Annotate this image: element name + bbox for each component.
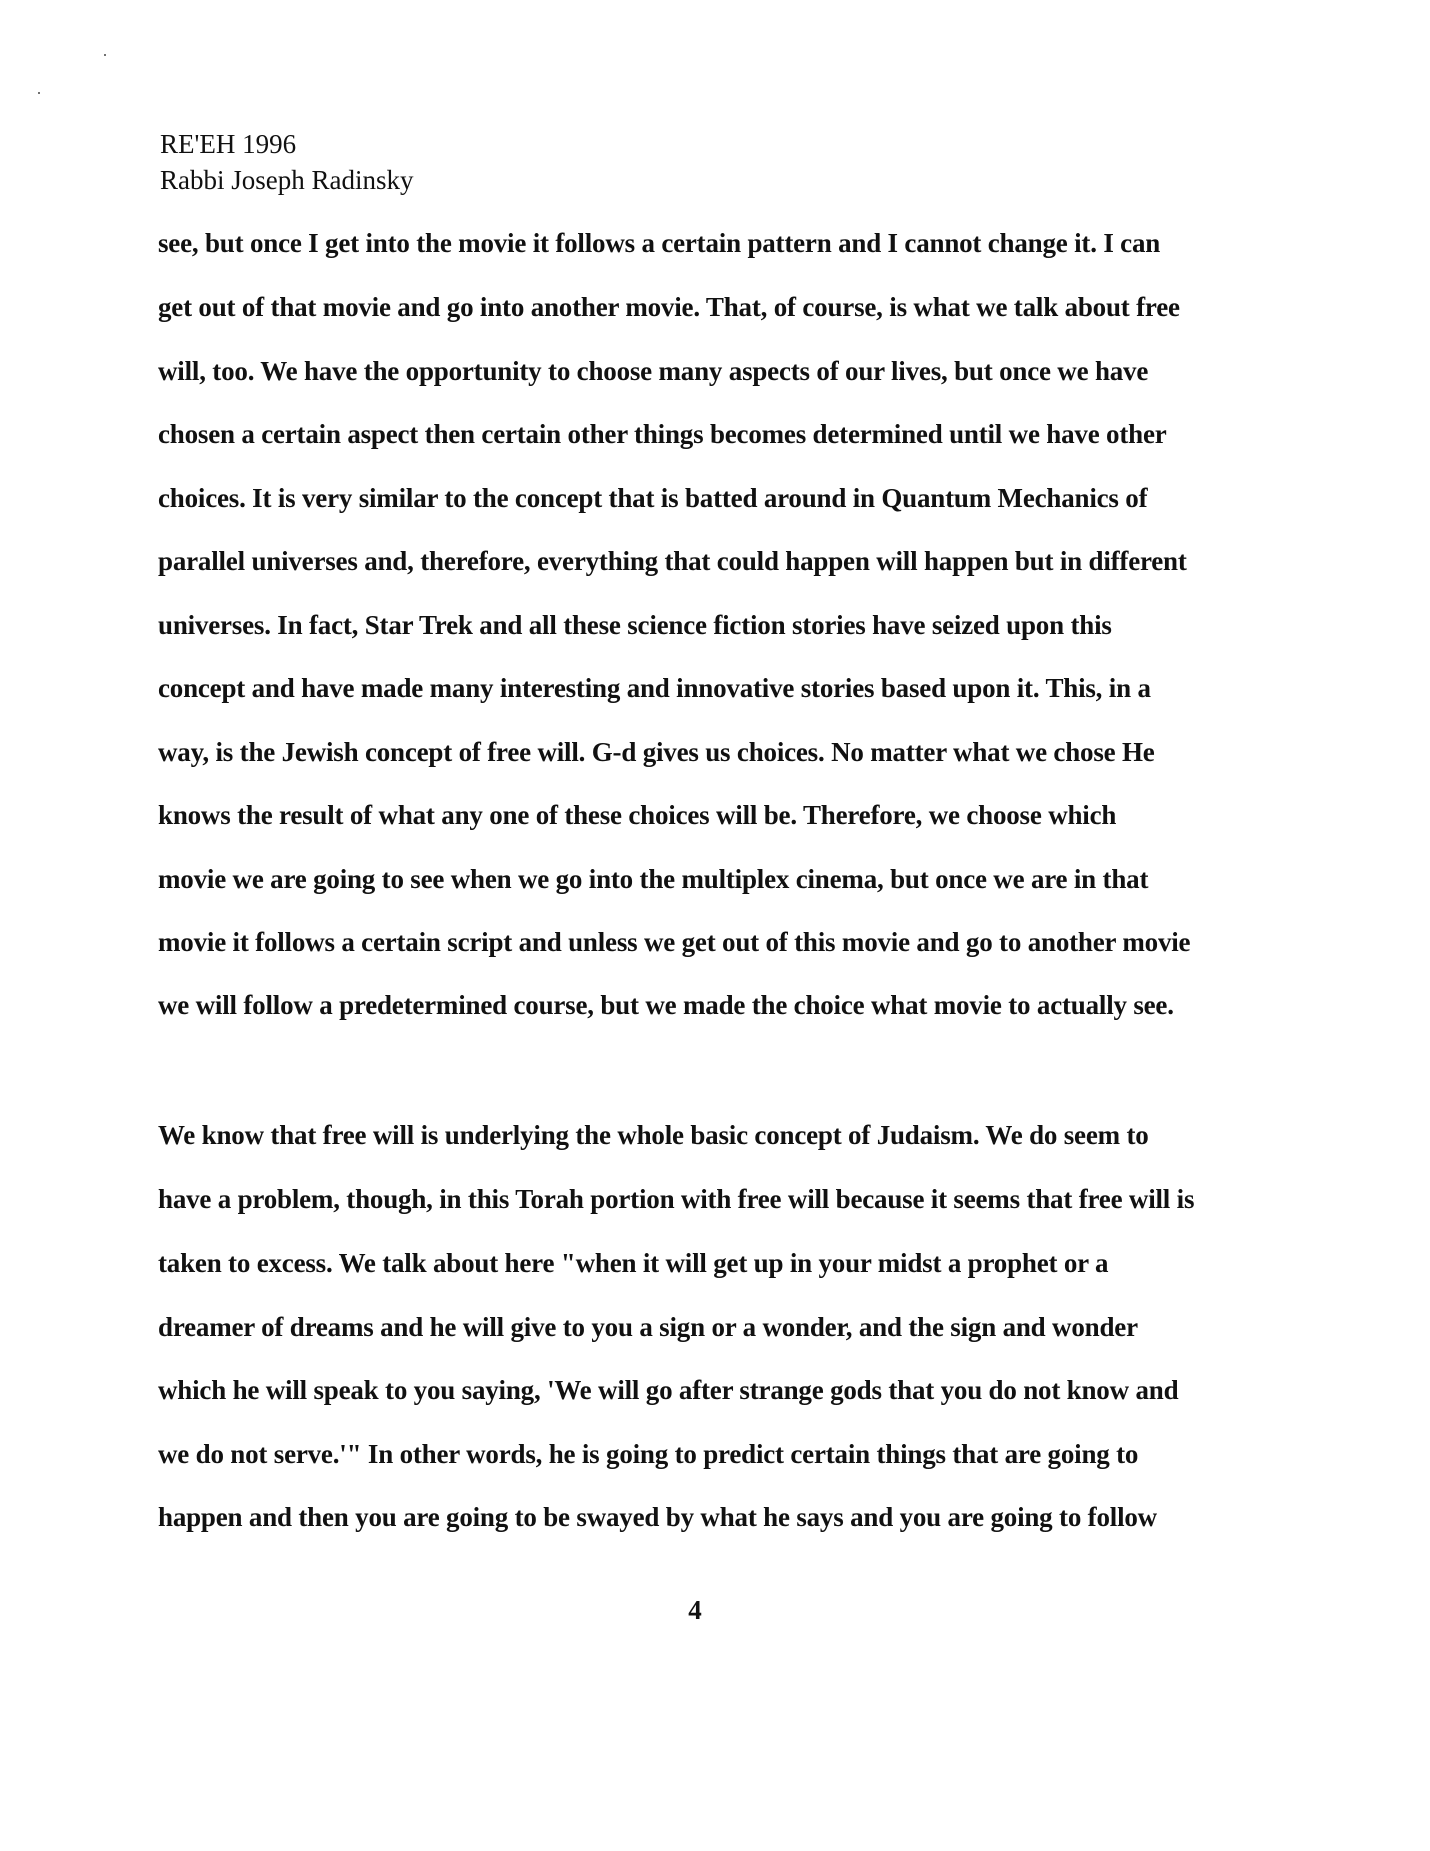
text-line: will, too. We have the opportunity to choose many aspects of our lives, but once we have — [158, 356, 1149, 386]
text-line: see, but once I get into the movie it follows a certain pattern and I cannot change it. I can — [158, 228, 1161, 258]
text-line: knows the result of what any one of these choices will be. Therefore, we choose which — [158, 800, 1117, 830]
document-header — [160, 126, 414, 198]
text-line: concept and have made many interesting and innovative stories based upon it. This, in a — [158, 673, 1151, 703]
text-line: way, is the Jewish concept of free will. G-d gives us choices. No matter what we chose He — [158, 737, 1155, 767]
text-line: which he will speak to you saying, 'We will go after strange gods that you do not know and — [158, 1375, 1179, 1405]
text-line: happen and then you are going to be swayed by what he says and you are going to follow — [158, 1502, 1157, 1532]
text-line: movie we are going to see when we go into the multiplex cinema, but once we are in that — [158, 864, 1149, 894]
document-title: RE'EH 1996 — [160, 129, 297, 159]
page-number: 4 — [688, 1595, 702, 1625]
text-line: parallel universes and, therefore, everything that could happen will happen but in different — [158, 546, 1187, 576]
text-line: we will follow a predetermined course, but we made the choice what movie to actually see. — [158, 990, 1174, 1020]
text-line: get out of that movie and go into another movie. That, of course, is what we talk about free — [158, 292, 1180, 322]
text-line: we do not serve.'" In other words, he is going to predict certain things that are going to — [158, 1439, 1139, 1469]
text-line: dreamer of dreams and he will give to you a sign or a wonder, and the sign and wonder — [158, 1312, 1138, 1342]
text-line: movie it follows a certain script and unless we get out of this movie and go to another movie — [158, 927, 1191, 957]
scan-speck — [38, 92, 40, 94]
text-line: We know that free will is underlying the whole basic concept of Judaism. We do seem to — [158, 1120, 1149, 1150]
text-line: universes. In fact, Star Trek and all these science fiction stories have seized upon this — [158, 610, 1112, 640]
text-line: have a problem, though, in this Torah portion with free will because it seems that free will is — [158, 1184, 1195, 1214]
text-line: choices. It is very similar to the concept that is batted around in Quantum Mechanics of — [158, 483, 1148, 513]
document-author: Rabbi Joseph Radinsky — [160, 165, 414, 195]
text-line: chosen a certain aspect then certain other things becomes determined until we have other — [158, 419, 1167, 449]
scan-speck — [104, 54, 106, 56]
text-line: taken to excess. We talk about here "when it will get up in your midst a prophet or a — [158, 1248, 1109, 1278]
